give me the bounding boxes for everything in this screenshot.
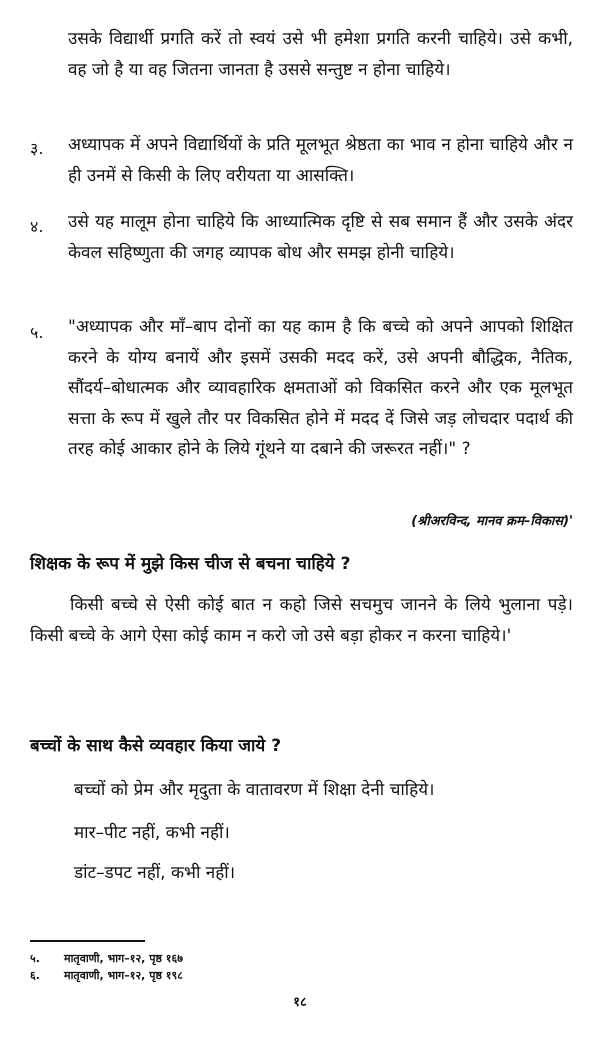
footnote-number: ५.	[30, 952, 40, 965]
section-line: बच्चों को प्रेम और मृदुता के वातावरण में शिक्षा देनी चाहिये।	[74, 780, 435, 800]
list-item-text: अध्यापक में अपने विद्यार्थियों के प्रति मूलभूत श्रेष्ठता का भाव न होना चाहिये और न ही उनमें से किसी के लिए वरीयता या आसक्ति।	[68, 135, 573, 186]
footnote	[0, 967, 600, 984]
section-line: मार–पीट नहीं, कभी नहीं।	[74, 823, 230, 843]
section-heading: बच्चों के साथ कैसे व्यवहार किया जाये ?	[30, 736, 282, 756]
footnote-divider	[30, 940, 145, 942]
citation: (श्रीअरविन्द, मानव क्रम–विकास)'	[411, 514, 573, 529]
footnote	[0, 950, 600, 967]
footnote-text: मातृवाणी, भाग–१२, पृष्ठ १६७	[64, 952, 183, 965]
intro-paragraph: उसके विद्यार्थी प्रगति करें तो स्वयं उसे भी हमेशा प्रगति करनी चाहिये। उसे कभी, वह जो है या वह जितना जानता है उससे सन्तुष्ट न होना चाहिये।	[68, 29, 573, 80]
section-paragraph: किसी बच्चे से ऐसी कोई बात न कहो जिसे सचमुच जानने के लिये भुलाना पड़े। किसी बच्चे के आगे ऐसा कोई काम न करो जो उसे बड़ा होकर न करना चाहिये।'	[30, 595, 573, 646]
list-item-text: "अध्यापक और माँ–बाप दोनों का यह काम है कि बच्चे को अपने आपको शिक्षित करने के योग्य बनायें और इसमें उसकी मदद करें, उसे अपनी बौद्धिक, नैतिक, सौंदर्य–बोधात्मक और व्यावहारिक क्षमताओं को विकसित करने और एक मूलभूत सत्ता के रूप में खुले तौर पर विकसित होने में मदद दें जिसे जड़ लोचदार पदार्थ की तरह कोई आकार होने के लिये गूंथने या दबाने की जरूरत नहीं।" ?	[68, 317, 573, 459]
footnote-number: ६.	[30, 969, 40, 982]
section-heading: शिक्षक के रूप में मुझे किस चीज से बचना चाहिये ?	[30, 554, 351, 574]
item-number: ३.	[30, 139, 44, 158]
item-number: ४.	[30, 217, 44, 236]
list-item-text: उसे यह मालूम होना चाहिये कि आध्यात्मिक दृष्टि से सब समान हैं और उसके अंदर केवल सहिष्णुता की जगह व्यापक बोध और समझ होनी चाहिये।	[68, 212, 573, 263]
section-line: डांट–डपट नहीं, कभी नहीं।	[74, 863, 236, 883]
footnote-text: मातृवाणी, भाग–१२, पृष्ठ १९८	[64, 969, 183, 982]
page-number: १८	[293, 995, 307, 1010]
item-number: ५.	[30, 323, 44, 342]
